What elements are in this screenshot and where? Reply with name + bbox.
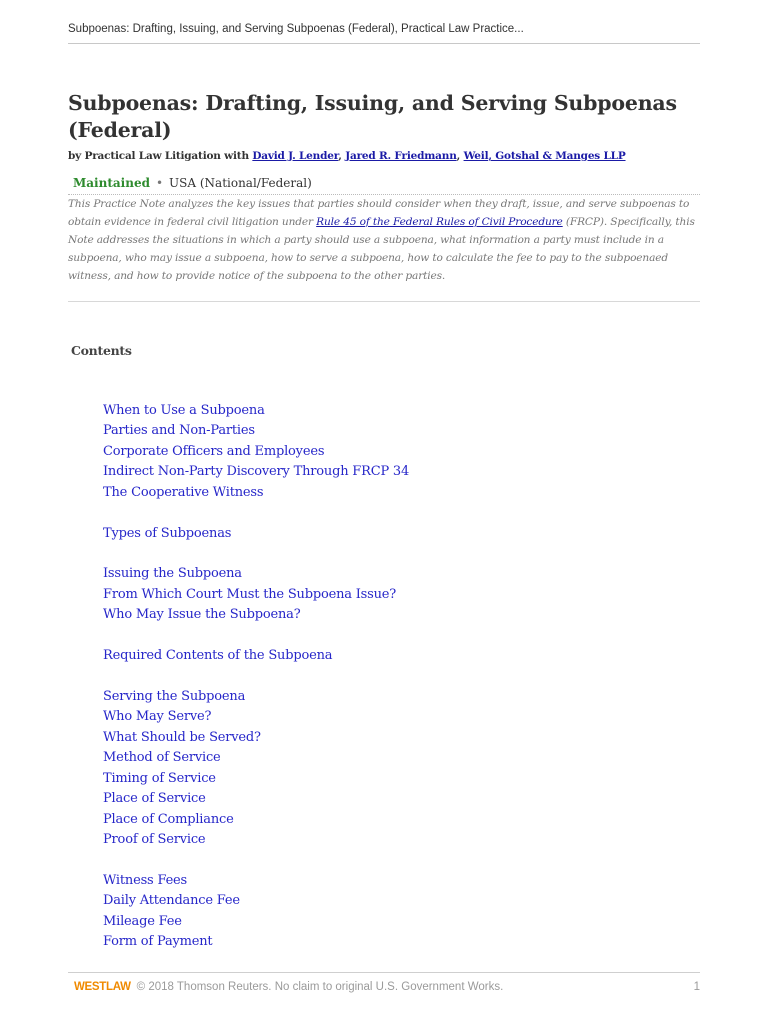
abstract-text-start: This Practice Note analyzes the key issues that parties should consider when they draft, issue, and serve subpoenas to obtain evidence in federal civil litigation under [68,198,690,228]
toc-group [103,646,663,666]
byline-separator: , [338,150,346,162]
toc-link[interactable]: Proof of Service [103,831,206,847]
toc-link[interactable]: Types of Subpoenas [103,525,232,541]
toc-link[interactable]: Indirect Non-Party Discovery Through FRCP 34 [103,464,410,480]
section-divider [68,301,700,302]
footer [74,981,700,993]
abstract-text-end: (FRCP). Specifically, this Note addresses the situations in which a party should use a subpoena, what information a party must include in a subpoena, who may issue a subpoena, how to serve a subpoena, how to calculate the fee to pay to the subpoenaed witness, and how to provide notice of the subpoena to the other parties. [68,216,695,282]
table-of-contents [103,401,663,973]
toc-link[interactable]: When to Use a Subpoena [103,403,265,418]
toc-link[interactable]: Witness Fees [103,872,188,888]
footer-divider [68,972,700,973]
byline-prefix: by Practical Law Litigation with [68,150,253,162]
byline-separator: , [456,150,464,162]
header-divider [68,43,700,44]
toc-link[interactable]: Mileage Fee [103,913,182,929]
toc-group [103,871,663,953]
page-number: 1 [693,981,700,993]
status-separator: • [155,176,164,190]
toc-link[interactable]: Daily Attendance Fee [103,893,240,909]
contents-heading: Contents [71,343,132,358]
running-head: Subpoenas: Drafting, Issuing, and Serving Subpoenas (Federal), Practical Law Practice... [68,23,524,35]
toc-link[interactable]: What Should be Served? [103,729,261,745]
toc-link[interactable]: From Which Court Must the Subpoena Issue? [103,586,397,602]
author-link-weil-gotshal[interactable]: Weil, Gotshal & Manges LLP [463,150,626,162]
toc-link[interactable]: Method of Service [103,750,221,766]
abstract [68,195,704,285]
status-line [73,176,312,190]
toc-link[interactable]: Timing of Service [103,770,216,786]
toc-link[interactable]: Parties and Non-Parties [103,423,255,439]
westlaw-logo: WESTLAW [74,981,131,993]
toc-group [103,524,663,544]
toc-link[interactable]: Place of Compliance [103,811,234,827]
toc-link[interactable]: Issuing the Subpoena [103,566,242,582]
toc-link[interactable]: Place of Service [103,791,206,807]
maintained-badge: Maintained [73,176,150,190]
author-link-david-lender[interactable]: David J. Lender [252,150,339,162]
byline [68,150,708,162]
toc-link[interactable]: Serving the Subpoena [103,689,246,705]
toc-link[interactable]: Who May Serve? [103,709,212,725]
document-title: Subpoenas: Drafting, Issuing, and Serving Subpoenas (Federal) [68,91,677,142]
author-link-jared-friedmann[interactable]: Jared R. Friedmann [345,150,457,162]
toc-group [103,687,663,850]
frcp-rule-45-link[interactable]: Rule 45 of the Federal Rules of Civil Procedure [316,216,563,228]
toc-group [103,401,663,503]
toc-link[interactable]: Form of Payment [103,934,213,950]
jurisdiction: USA (National/Federal) [169,176,312,190]
toc-group [103,564,663,625]
toc-link[interactable]: Required Contents of the Subpoena [103,648,333,664]
toc-link[interactable]: Who May Issue the Subpoena? [103,607,301,623]
toc-link[interactable]: Corporate Officers and Employees [103,443,325,459]
copyright-notice: © 2018 Thomson Reuters. No claim to original U.S. Government Works. [136,981,504,993]
toc-link[interactable]: The Cooperative Witness [103,484,264,500]
